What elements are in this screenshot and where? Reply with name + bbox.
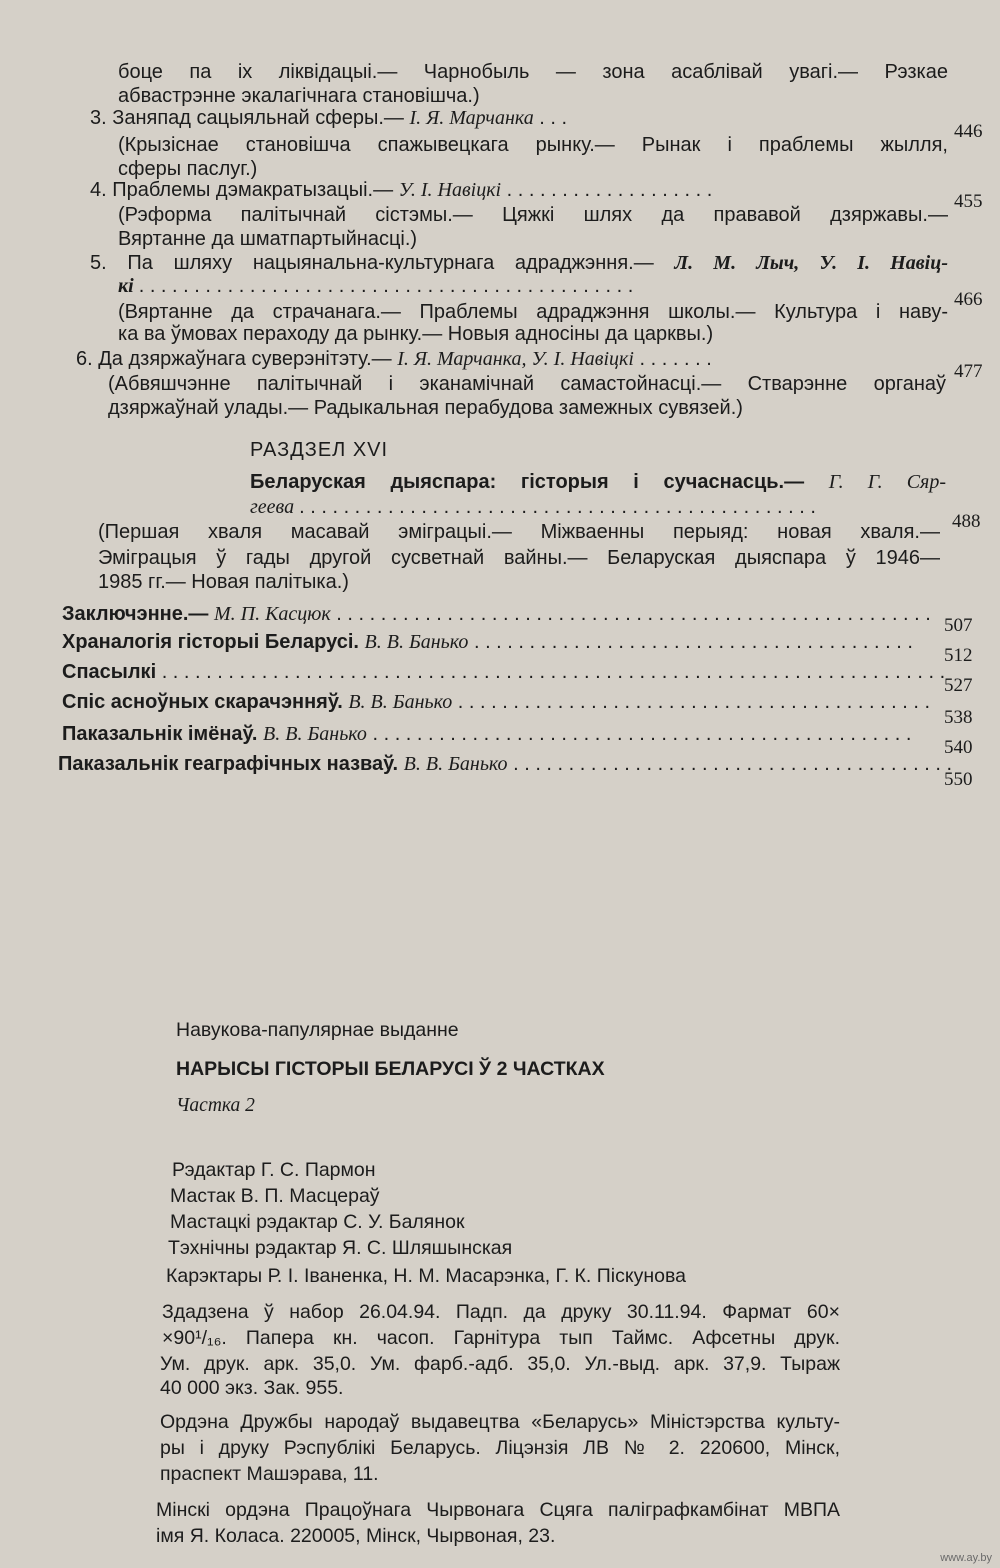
toc-entry-page: 507 bbox=[944, 615, 973, 636]
toc-leader-dots: . . . . . . . . . . . . . . . . . . . . . . . . . . . . . . . . . . . . . . . . . . . . . . . bbox=[299, 496, 816, 518]
toc-leader-dots: . . . . . . . . . . . . . . . . . . . . . . . . . . . . . . . . . . . . . . . . . . . . . bbox=[138, 275, 634, 297]
section-desc-line: 1985 гг.— Новая палітыка.) bbox=[98, 571, 349, 593]
toc-leader-dots: . . . . . . . bbox=[639, 348, 712, 370]
colophon-credit-proofreaders: Карэктары Р. І. Іваненка, Н. М. Масарэнка, Г. К. Піскунова bbox=[166, 1265, 686, 1287]
toc-entry-references bbox=[62, 660, 945, 684]
toc-entry-conclusion bbox=[62, 602, 931, 626]
colophon-print-line: ×90¹/₁₆. Папера кн. часоп. Гарнітура тып Таймс. Афсетны друк. bbox=[162, 1327, 840, 1349]
toc-entry-author: І. Я. Марчанка, У. І. Навіцкі bbox=[397, 348, 634, 370]
toc-entry-page: 446 bbox=[954, 121, 983, 142]
toc-entry-title: Храналогія гісторыі Беларусі. bbox=[62, 631, 359, 653]
section-title-line bbox=[250, 470, 946, 494]
colophon-publisher-line: Ордэна Дружбы народаў выдавецтва «Беларусь» Міністэрства культу- bbox=[160, 1411, 840, 1433]
toc-entry-author: Л. М. Лыч, У. І. Навіц- bbox=[674, 252, 949, 274]
toc-entry-page: 477 bbox=[954, 361, 983, 382]
toc-entry-title: Паказальнік імёнаў. bbox=[62, 723, 258, 745]
section-heading: РАЗДЗЕЛ XVI bbox=[250, 439, 389, 461]
toc-entry-page: 466 bbox=[954, 289, 983, 310]
section-desc-line: (Першая хваля масавай эміграцыі.— Міжваенны перыяд: новая хваля.— bbox=[98, 521, 940, 543]
toc-leader-dots: . . . . . . . . . . . . . . . . . . . . . . . . . . . . . . . . . . . . . . . . . . . . . . . . . . . . . . bbox=[336, 603, 931, 625]
section-desc-line: Эміграцыя ў гады другой сусветнай вайны.— Беларуская дыяспара ў 1946— bbox=[98, 547, 940, 569]
colophon-part: Частка 2 bbox=[176, 1095, 255, 1116]
colophon-credit-editor: Рэдактар Г. С. Пармон bbox=[172, 1159, 376, 1181]
toc-entry-name-index bbox=[62, 722, 911, 746]
toc-entry-desc-line: ка ва ўмовах пераходу да рынку.— Новыя адносіны да царквы.) bbox=[118, 323, 714, 345]
toc-entry-5 bbox=[90, 251, 948, 275]
toc-entry-chronology bbox=[62, 630, 913, 654]
colophon-printer-line: імя Я. Коласа. 220005, Мінск, Чырвоная, 23. bbox=[156, 1525, 556, 1547]
colophon-publisher-line: ры і друку Рэспублікі Беларусь. Ліцэнзія ЛВ № 2. 220600, Мінск, bbox=[160, 1437, 840, 1459]
toc-entry-author: В. В. Банько bbox=[403, 753, 508, 775]
toc-leader-dots: . . . . . . . . . . . . . . . . . . . . . . . . . . . . . . . . . . . . . . . . bbox=[513, 753, 953, 775]
colophon-print-line: Ум. друк. арк. 35,0. Ум. фарб.-адб. 35,0. Ул.-выд. арк. 37,9. Тыраж bbox=[160, 1353, 840, 1375]
toc-entry-title: Паказальнік геаграфічных назваў. bbox=[58, 753, 399, 775]
colophon-credit-art-editor: Мастацкі рэдактар С. У. Балянок bbox=[170, 1211, 465, 1233]
section-page: 488 bbox=[952, 511, 981, 532]
toc-entry-title: Спасылкі bbox=[62, 661, 157, 683]
section-author: Г. Г. Сяр- bbox=[828, 471, 947, 493]
toc-entry-author: В. В. Банько bbox=[364, 631, 469, 653]
toc-entry-6 bbox=[76, 347, 712, 371]
toc-entry-title: Спіс асноўных скарачэнняў. bbox=[62, 691, 343, 713]
toc-entry-author: І. Я. Марчанка bbox=[409, 107, 534, 129]
toc-entry-number: 5. bbox=[90, 252, 107, 274]
toc-entry-author-tail: кі bbox=[118, 275, 134, 297]
toc-entry-page: 455 bbox=[954, 191, 983, 212]
section-author-tail: геева bbox=[250, 496, 295, 518]
toc-leader-dots: . . . . . . . . . . . . . . . . . . . . . . . . . . . . . . . . . . . . . . . . bbox=[473, 631, 913, 653]
colophon-credit-tech-editor: Тэхнічны рэдактар Я. С. Шляшынская bbox=[168, 1237, 513, 1259]
toc-entry-place-index bbox=[58, 752, 952, 776]
toc-leader-dots: . . . . . . . . . . . . . . . . . . . . . . . . . . . . . . . . . . . . . . . . . . . . . . . . . bbox=[372, 723, 912, 745]
toc-entry-author: В. В. Банько bbox=[263, 723, 367, 745]
toc-leader-dots: . . . . . . . . . . . . . . . . . . . . . . . . . . . . . . . . . . . . . . . . . . . bbox=[457, 691, 931, 713]
toc-entry-desc-line: Вяртанне да шматпартыйнасці.) bbox=[118, 228, 418, 250]
toc-entry-desc-line: дзяржаўнай улады.— Радыкальная перабудова замежных сувязей.) bbox=[108, 397, 743, 419]
section-title: Беларуская дыяспара: гісторыя і сучаснасць.— bbox=[250, 471, 805, 493]
colophon-credit-artist: Мастак В. П. Масцераў bbox=[170, 1185, 380, 1207]
watermark: www.ay.by bbox=[940, 1552, 992, 1564]
toc-entry-author: В. В. Банько bbox=[348, 691, 453, 713]
toc-entry-desc-line: (Абвяшчэнне палітычнай і эканамічнай самастойнасці.— Стварэнне органаў bbox=[108, 373, 946, 395]
toc-entry-page: 538 bbox=[944, 707, 973, 728]
toc-leader-dots: . . . bbox=[539, 107, 568, 129]
toc-entry-number: 6. bbox=[76, 348, 93, 370]
colophon-print-line: Здадзена ў набор 26.04.94. Падп. да друку 30.11.94. Фармат 60× bbox=[162, 1301, 840, 1323]
toc-entry-title: Заключэнне.— bbox=[62, 603, 209, 625]
toc-entry-title: Праблемы дэмакратызацыі.— bbox=[112, 179, 394, 201]
toc-entry-title: Заняпад сацыяльнай сферы.— bbox=[112, 107, 404, 129]
toc-entry-page: 550 bbox=[944, 769, 973, 790]
toc-entry-title: Па шляху нацыянальна-культурнага адраджэння.— bbox=[127, 252, 654, 274]
toc-entry-3 bbox=[90, 106, 567, 130]
colophon-publisher-line: праспект Машэрава, 11. bbox=[160, 1463, 379, 1485]
colophon-printer-line: Мінскі ордэна Працоўнага Чырвонага Сцяга паліграфкамбінат МВПА bbox=[156, 1499, 840, 1521]
toc-entry-page: 527 bbox=[944, 675, 973, 696]
toc-leader-dots: . . . . . . . . . . . . . . . . . . . . . . . . . . . . . . . . . . . . . . . . . . . . . . . . . . . . . . . . . . . . . . . . . . . . . . . bbox=[161, 661, 946, 683]
colophon-print-line: 40 000 экз. Зак. 955. bbox=[160, 1377, 344, 1399]
toc-intro-line-1: боце па іх ліквідацыі.— Чарнобыль — зона асаблівай увагі.— Рэзкае bbox=[118, 61, 948, 83]
toc-leader-dots: . . . . . . . . . . . . . . . . . . . bbox=[506, 179, 713, 201]
toc-entry-number: 4. bbox=[90, 179, 107, 201]
section-author-continued bbox=[250, 495, 816, 519]
toc-intro-line-2: абвастрэнне экалагічнага становішча.) bbox=[118, 85, 480, 107]
toc-entry-desc-line: (Рэформа палітычнай сістэмы.— Цяжкі шлях да прававой дзяржавы.— bbox=[118, 204, 948, 226]
toc-entry-desc-line: сферы паслуг.) bbox=[118, 158, 258, 180]
toc-entry-author-continued bbox=[118, 274, 633, 298]
toc-entry-number: 3. bbox=[90, 107, 107, 129]
toc-entry-page: 540 bbox=[944, 737, 973, 758]
toc-entry-author: М. П. Касцюк bbox=[214, 603, 331, 625]
colophon-genre: Навукова-папулярнае выданне bbox=[176, 1019, 459, 1041]
toc-entry-page: 512 bbox=[944, 645, 973, 666]
toc-entry-desc-line: (Вяртанне да страчанага.— Праблемы адраджэння школы.— Культура і наву- bbox=[118, 301, 948, 323]
toc-entry-abbreviations bbox=[62, 690, 930, 714]
colophon-book-title: НАРЫСЫ ГІСТОРЫІ БЕЛАРУСІ Ў 2 ЧАСТКАХ bbox=[176, 1058, 605, 1080]
toc-entry-4 bbox=[90, 178, 712, 202]
toc-entry-title: Да дзяржаўнага суверэнітэту.— bbox=[98, 348, 392, 370]
toc-entry-author: У. І. Навіцкі bbox=[398, 179, 502, 201]
toc-entry-desc-line: (Крызіснае становішча спажывецкага рынку.— Рынак і праблемы жылля, bbox=[118, 134, 948, 156]
